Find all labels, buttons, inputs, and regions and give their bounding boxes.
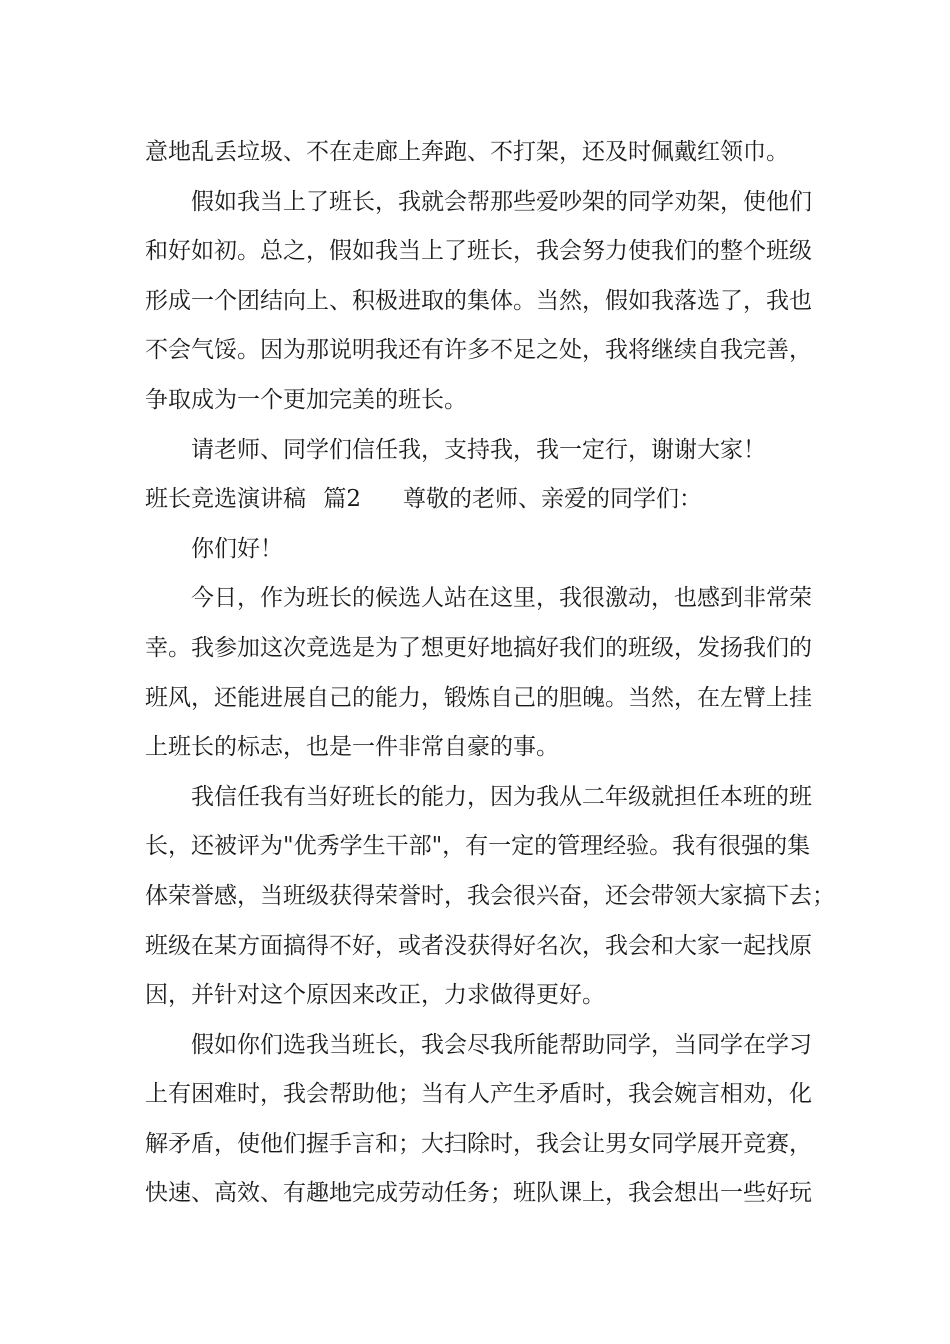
text-line: 不会气馁。因为那说明我还有许多不足之处，我将继续自我完善，: [145, 337, 812, 364]
text-line: 班级在某方面搞得不好，或者没获得好名次，我会和大家一起找原: [145, 932, 812, 959]
text-line: 意地乱丢垃圾、不在走廊上奔跑、不打架，还及时佩戴红领巾。: [145, 139, 789, 165]
section-part-label: 篇2: [323, 486, 361, 513]
text-line: 争取成为一个更加完美的班长。: [145, 386, 467, 413]
paragraph-start-line: 今日，作为班长的候选人站在这里，我很激动，也感到非常荣: [191, 585, 812, 612]
text-line: 体荣誉感，当班级获得荣誉时，我会很兴奋，还会带领大家搞下去；: [145, 882, 835, 909]
text-line: 班风，还能进展自己的能力，锻炼自己的胆魄。当然，在左臂上挂: [145, 684, 812, 711]
text-line: 形成一个团结向上、积极进取的集体。当然，假如我落选了，我也: [145, 287, 812, 314]
paragraph-start-line: 我信任我有当好班长的能力，因为我从二年级就担任本班的班: [191, 783, 812, 810]
text-line: 幸。我参加这次竞选是为了想更好地搞好我们的班级，发扬我们的: [145, 634, 812, 661]
document-body: [145, 128, 835, 1219]
text-line: 解矛盾，使他们握手言和；大扫除时，我会让男女同学展开竞赛，: [145, 1130, 812, 1157]
section-heading-line: [145, 475, 810, 525]
text-line: 上有困难时，我会帮助他；当有人产生矛盾时，我会婉言相劝，化: [145, 1081, 812, 1108]
text-line: 长，还被评为"优秀学生干部"，有一定的管理经验。我有很强的集: [145, 833, 811, 860]
paragraph-start-line: 请老师、同学们信任我，支持我，我一定行，谢谢大家！: [191, 436, 766, 463]
paragraph-start-line: 假如你们选我当班长，我会尽我所能帮助同学，当同学在学习: [191, 1031, 812, 1058]
text-line: 和好如初。总之，假如我当上了班长，我会努力使我们的整个班级: [145, 238, 812, 265]
salutation-text: 尊敬的老师、亲爱的同学们：: [402, 486, 702, 513]
text-line: 上班长的标志，也是一件非常自豪的事。: [145, 734, 559, 761]
paragraph-start-line: 你们好！: [191, 535, 283, 562]
text-line: 快速、高效、有趣地完成劳动任务；班队课上，我会想出一些好玩: [145, 1180, 812, 1207]
paragraph-start-line: 假如我当上了班长，我就会帮那些爱吵架的同学劝架，使他们: [191, 188, 812, 215]
text-line: 因，并针对这个原因来改正，力求做得更好。: [145, 982, 605, 1009]
section-title: 班长竞选演讲稿: [145, 486, 306, 513]
